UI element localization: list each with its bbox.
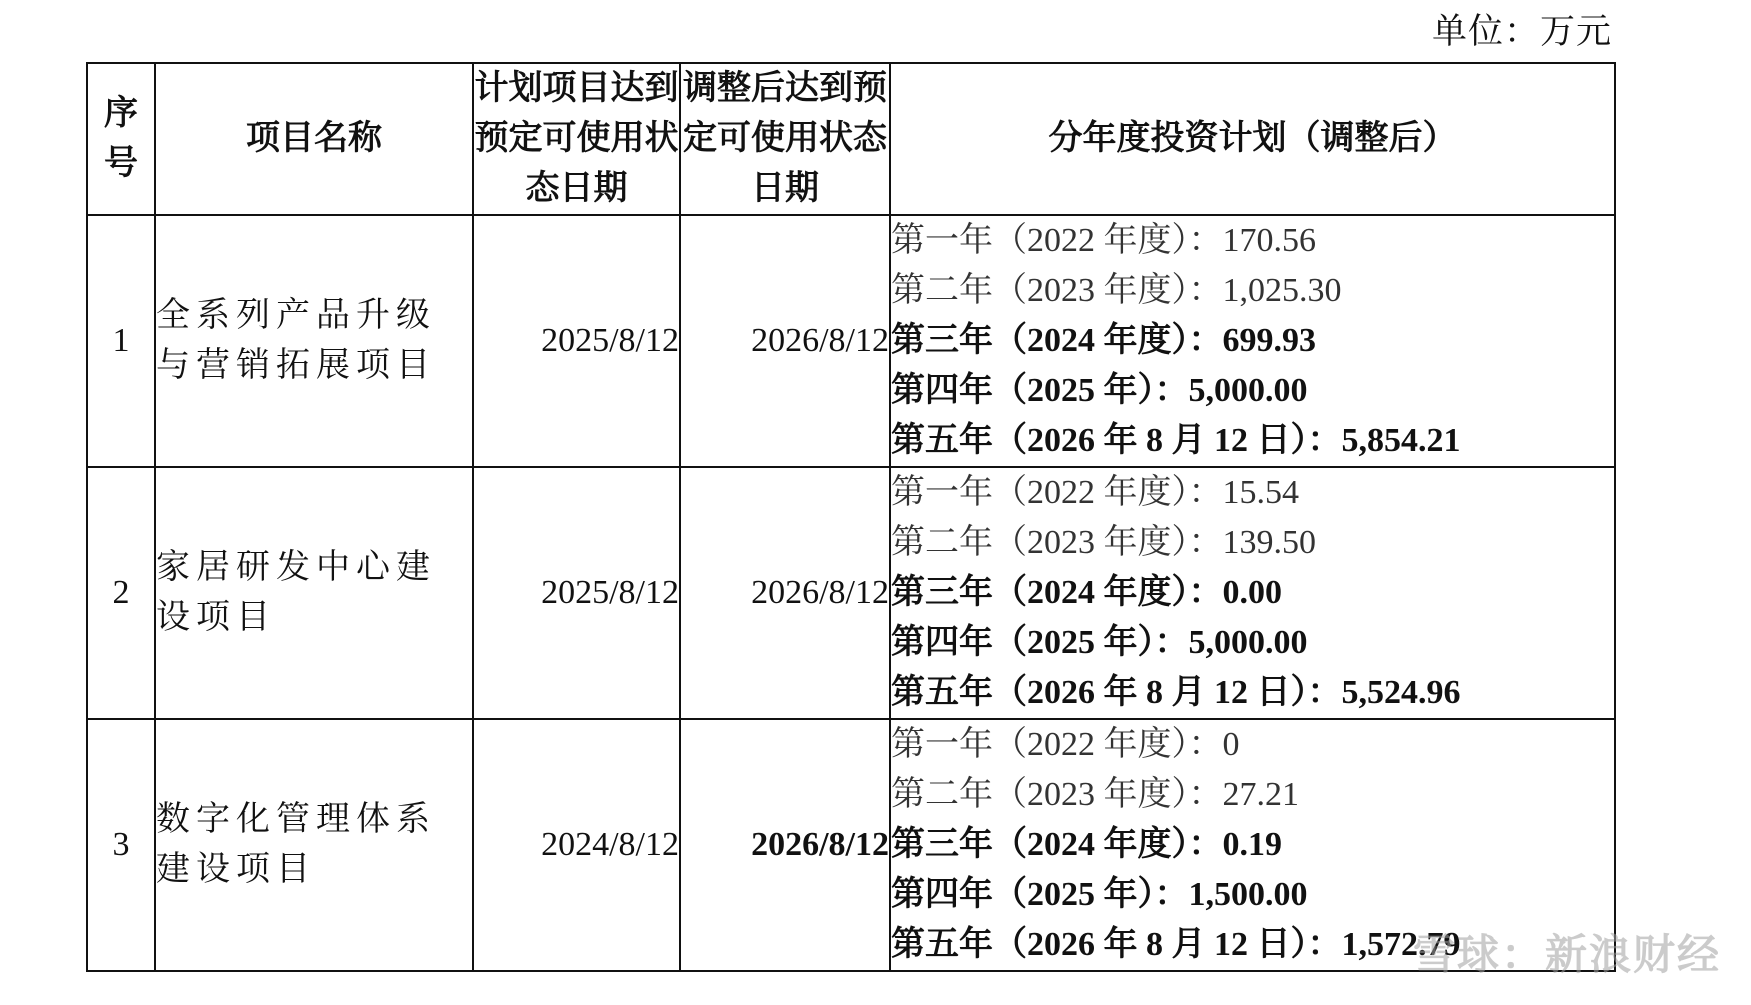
- plan-year-2: 第二年（2023 年度）：1,025.30: [891, 272, 1342, 309]
- plan-year-1: 第一年（2022 年度）：15.54: [891, 474, 1299, 511]
- plan-year-1: 第一年（2022 年度）：0: [891, 726, 1240, 763]
- plan-year-4: 第四年（2025 年）：1,500.00: [891, 876, 1308, 913]
- project-name: 全系列产品升级与营销拓展项目: [155, 215, 473, 467]
- adjusted-date: 2026/8/12: [680, 719, 890, 971]
- adjusted-date: 2026/8/12: [680, 467, 890, 719]
- header-row: [87, 63, 1615, 215]
- header-investment-plan: 分年度投资计划（调整后）: [890, 63, 1615, 215]
- plan-year-2: 第二年（2023 年度）：27.21: [891, 776, 1299, 813]
- investment-table: [86, 62, 1616, 972]
- plan-year-2: 第二年（2023 年度）：139.50: [891, 524, 1316, 561]
- watermark: 雪球：新浪财经: [1412, 930, 1721, 979]
- header-no: 序号: [87, 63, 155, 215]
- unit-label: 单位：万元: [1431, 12, 1612, 51]
- plan-year-1: 第一年（2022 年度）：170.56: [891, 222, 1316, 259]
- header-adjusted-date: 调整后达到预定可使用状态日期: [680, 63, 890, 215]
- plan-year-4: 第四年（2025 年）：5,000.00: [891, 624, 1308, 661]
- table-row: [87, 719, 1615, 971]
- header-planned-date: 计划项目达到预定可使用状态日期: [473, 63, 680, 215]
- plan-year-5: 第五年（2026 年 8 月 12 日）：5,524.96: [891, 674, 1461, 711]
- table-row: [87, 215, 1615, 467]
- row-no: 1: [87, 215, 155, 467]
- adjusted-date: 2026/8/12: [680, 215, 890, 467]
- plan-year-5: 第五年（2026 年 8 月 12 日）：5,854.21: [891, 422, 1461, 459]
- plan-year-5: 第五年（2026 年 8 月 12 日）：1,572.79: [891, 926, 1461, 963]
- investment-plan: [890, 467, 1615, 719]
- plan-year-3: 第三年（2024 年度）：0.19: [891, 826, 1282, 863]
- plan-year-4: 第四年（2025 年）：5,000.00: [891, 372, 1308, 409]
- header-name: 项目名称: [155, 63, 473, 215]
- planned-date: 2025/8/12: [473, 467, 680, 719]
- plan-year-3: 第三年（2024 年度）：699.93: [891, 322, 1316, 359]
- planned-date: 2024/8/12: [473, 719, 680, 971]
- row-no: 3: [87, 719, 155, 971]
- planned-date: 2025/8/12: [473, 215, 680, 467]
- project-name: 数字化管理体系建设项目: [155, 719, 473, 971]
- plan-year-3: 第三年（2024 年度）：0.00: [891, 574, 1282, 611]
- table-row: [87, 467, 1615, 719]
- project-name: 家居研发中心建设项目: [155, 467, 473, 719]
- investment-plan: [890, 215, 1615, 467]
- row-no: 2: [87, 467, 155, 719]
